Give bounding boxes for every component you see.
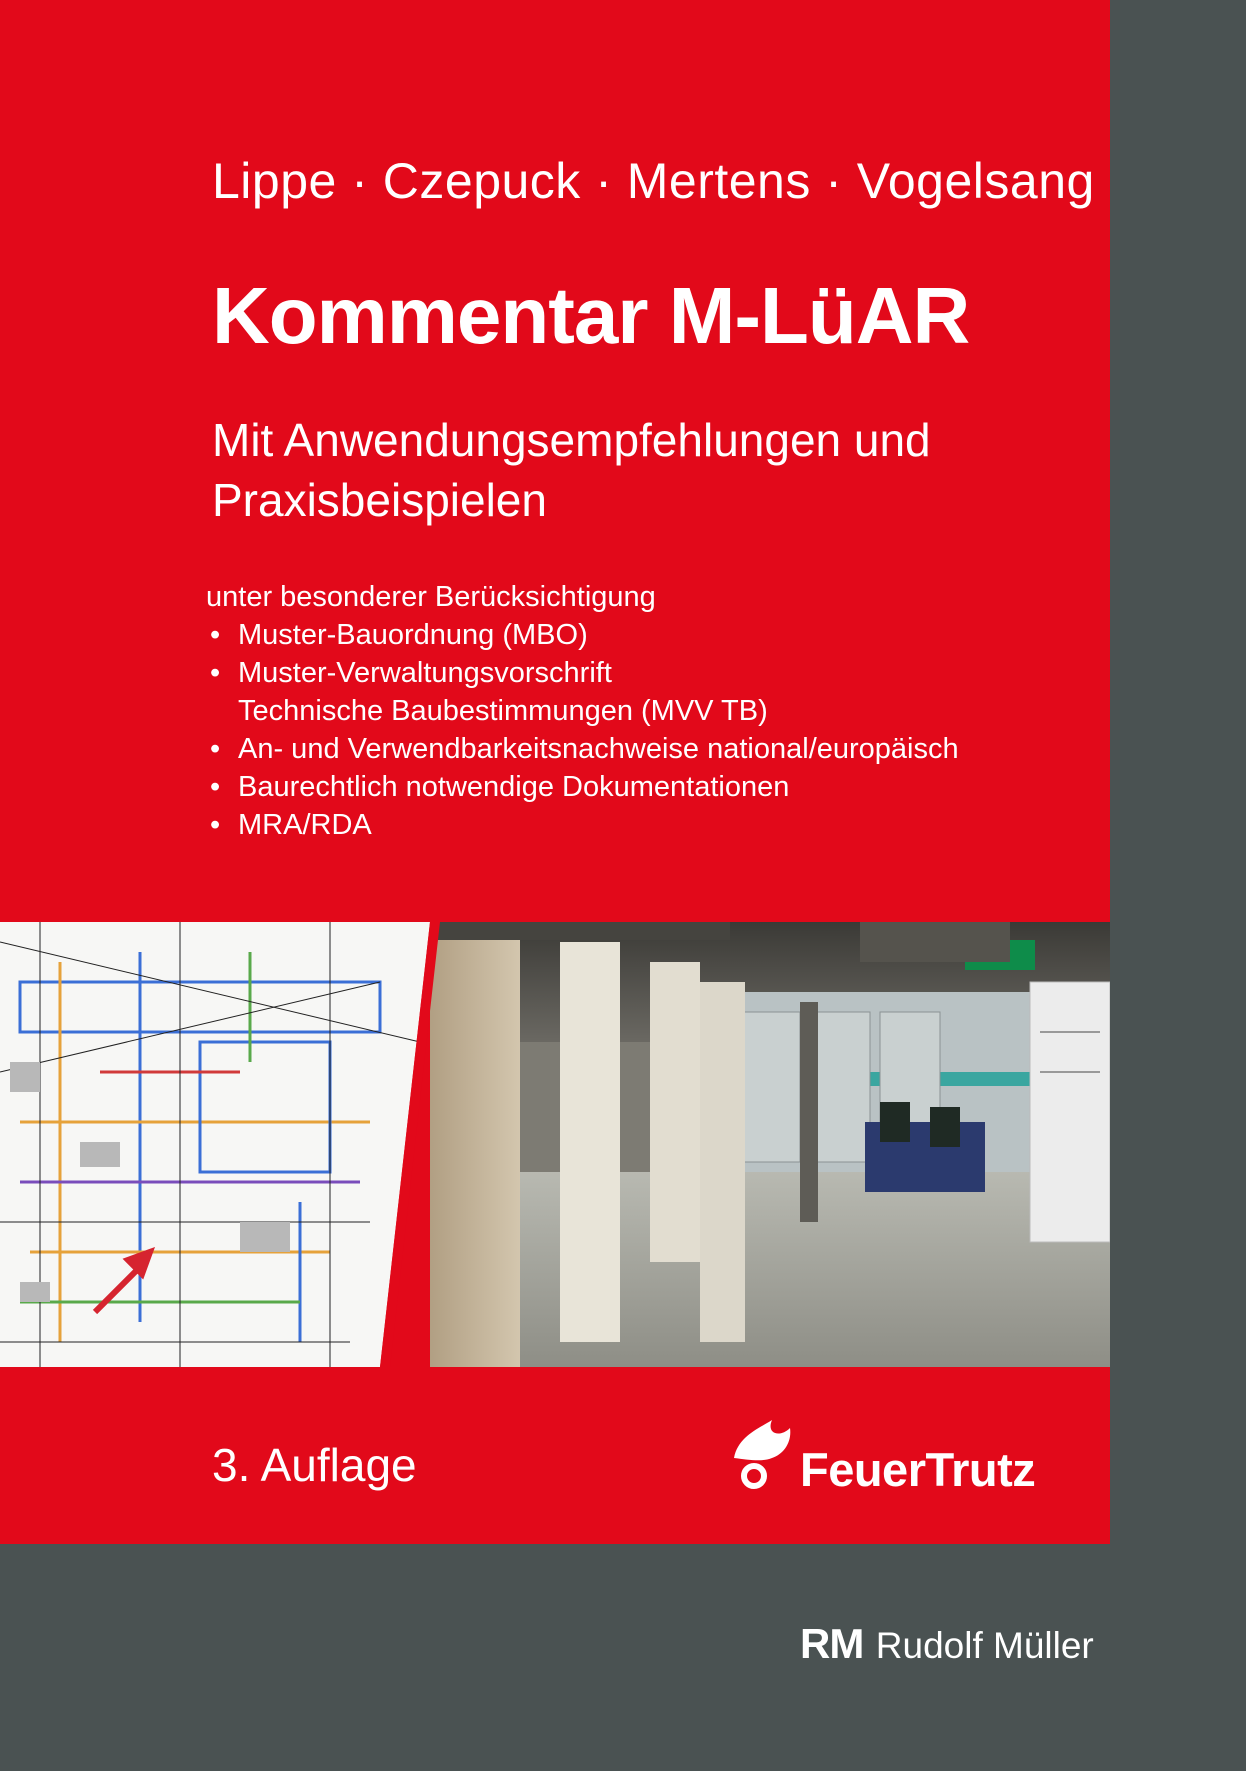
book-title: Kommentar M-LüAR bbox=[212, 271, 970, 360]
edition-label: 3. Auflage bbox=[212, 1439, 417, 1491]
bullet-item bbox=[206, 806, 959, 844]
subtitle-line-1: Mit Anwendungsempfehlungen und bbox=[212, 414, 931, 466]
consideration-list bbox=[206, 578, 959, 844]
bullet-text: An- und Verwendbarkeitsnachweise national/europäisch bbox=[238, 733, 959, 765]
bullet-text: Muster-Verwaltungsvorschrift bbox=[238, 657, 612, 689]
subtitle bbox=[212, 410, 1092, 530]
bullet-symbol: • bbox=[210, 657, 221, 689]
cover-image-band bbox=[0, 922, 1110, 1367]
publisher-mark: RM bbox=[800, 1620, 864, 1667]
flame-icon bbox=[734, 1420, 790, 1486]
bullet-text: Muster-Bauordnung (MBO) bbox=[238, 619, 588, 651]
bullet-symbol: • bbox=[210, 809, 221, 841]
imprint-logo-text: FeuerTrutz bbox=[800, 1443, 1036, 1496]
bullet-item bbox=[206, 616, 959, 654]
bullet-text-continued: Technische Baubestimmungen (MVV TB) bbox=[238, 695, 768, 727]
publisher-name: Rudolf Müller bbox=[875, 1625, 1094, 1666]
bullet-text: Baurechtlich notwendige Dokumentationen bbox=[238, 771, 790, 803]
bullet-item bbox=[206, 654, 959, 730]
authors: Lippe · Czepuck · Mertens · Vogelsang bbox=[212, 153, 1095, 209]
duct-floor-plan bbox=[0, 922, 440, 1367]
publisher-logo bbox=[800, 1620, 1094, 1668]
bullet-symbol: • bbox=[210, 619, 221, 651]
consideration-intro: unter besonderer Berücksichtigung bbox=[206, 581, 656, 613]
bullet-symbol: • bbox=[210, 771, 221, 803]
bullet-text: MRA/RDA bbox=[238, 809, 372, 841]
bullet-item bbox=[206, 768, 959, 806]
bullet-item bbox=[206, 730, 959, 768]
bullet-symbol: • bbox=[210, 733, 221, 765]
subtitle-line-2: Praxisbeispielen bbox=[212, 474, 547, 526]
